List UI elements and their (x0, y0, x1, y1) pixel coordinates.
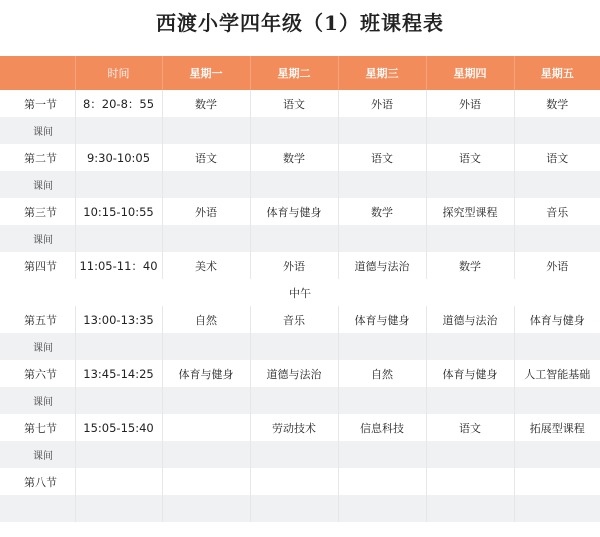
lesson-row (0, 414, 600, 441)
thursday-cell (426, 468, 514, 495)
tuesday-cell: 道德与法治 (250, 360, 338, 387)
header-wednesday: 星期三 (338, 56, 426, 90)
tuesday-cell (250, 387, 338, 414)
header-period (0, 56, 75, 90)
monday-cell (162, 387, 250, 414)
time-cell: 13:45-14:25 (75, 360, 162, 387)
friday-cell (514, 333, 600, 360)
tuesday-cell (250, 171, 338, 198)
tuesday-cell (250, 468, 338, 495)
thursday-cell: 探究型课程 (426, 198, 514, 225)
time-cell (75, 441, 162, 468)
time-cell: 9:30-10:05 (75, 144, 162, 171)
thursday-cell (426, 117, 514, 144)
break-row (0, 117, 600, 144)
wednesday-cell (338, 387, 426, 414)
monday-cell: 自然 (162, 306, 250, 333)
tuesday-cell (250, 495, 338, 522)
time-cell: 15:05-15:40 (75, 414, 162, 441)
thursday-cell (426, 495, 514, 522)
thursday-cell (426, 225, 514, 252)
lesson-row (0, 306, 600, 333)
monday-cell (162, 333, 250, 360)
page-title: 西渡小学四年级（1）班课程表 (156, 11, 444, 35)
break-row (0, 441, 600, 468)
header-tuesday: 星期二 (250, 56, 338, 90)
monday-cell (162, 468, 250, 495)
time-cell: 8：20-8：55 (75, 90, 162, 117)
period-cell: 第一节 (0, 90, 75, 117)
header-row (0, 56, 600, 90)
wednesday-cell (338, 171, 426, 198)
tuesday-cell: 体育与健身 (250, 198, 338, 225)
wednesday-cell (338, 225, 426, 252)
friday-cell: 数学 (514, 90, 600, 117)
tuesday-cell (250, 117, 338, 144)
thursday-cell: 数学 (426, 252, 514, 279)
thursday-cell: 外语 (426, 90, 514, 117)
break-row (0, 495, 600, 522)
period-cell: 第三节 (0, 198, 75, 225)
monday-cell (162, 441, 250, 468)
friday-cell (514, 495, 600, 522)
noon-label: 中午 (0, 279, 600, 306)
friday-cell (514, 441, 600, 468)
monday-cell (162, 117, 250, 144)
lesson-row (0, 468, 600, 495)
break-row (0, 333, 600, 360)
tuesday-cell (250, 441, 338, 468)
tuesday-cell: 语文 (250, 90, 338, 117)
time-cell: 10:15-10:55 (75, 198, 162, 225)
wednesday-cell: 语文 (338, 144, 426, 171)
period-cell: 第七节 (0, 414, 75, 441)
period-cell: 第六节 (0, 360, 75, 387)
wednesday-cell: 数学 (338, 198, 426, 225)
period-cell: 课间 (0, 387, 75, 414)
friday-cell: 人工智能基础 (514, 360, 600, 387)
friday-cell: 语文 (514, 144, 600, 171)
period-cell: 课间 (0, 171, 75, 198)
friday-cell (514, 387, 600, 414)
monday-cell: 美术 (162, 252, 250, 279)
break-row (0, 387, 600, 414)
time-cell (75, 225, 162, 252)
wednesday-cell (338, 495, 426, 522)
monday-cell (162, 495, 250, 522)
tuesday-cell: 劳动技术 (250, 414, 338, 441)
thursday-cell: 体育与健身 (426, 360, 514, 387)
period-cell (0, 495, 75, 522)
thursday-cell (426, 171, 514, 198)
lesson-row (0, 360, 600, 387)
period-cell: 第八节 (0, 468, 75, 495)
wednesday-cell: 体育与健身 (338, 306, 426, 333)
tuesday-cell: 数学 (250, 144, 338, 171)
friday-cell: 音乐 (514, 198, 600, 225)
wednesday-cell (338, 117, 426, 144)
header-time: 时间 (75, 56, 162, 90)
monday-cell: 数学 (162, 90, 250, 117)
time-cell (75, 495, 162, 522)
monday-cell (162, 171, 250, 198)
thursday-cell (426, 441, 514, 468)
header-monday: 星期一 (162, 56, 250, 90)
header-friday: 星期五 (540, 67, 574, 80)
wednesday-cell (338, 468, 426, 495)
time-cell: 11:05-11：40 (75, 252, 162, 279)
period-cell: 课间 (0, 333, 75, 360)
friday-cell (514, 171, 600, 198)
lesson-row (0, 198, 600, 225)
lesson-row (0, 252, 600, 279)
time-cell (75, 387, 162, 414)
friday-cell: 外语 (514, 252, 600, 279)
time-cell (75, 468, 162, 495)
period-cell: 课间 (0, 225, 75, 252)
noon-row (0, 279, 600, 306)
period-cell: 课间 (0, 441, 75, 468)
friday-cell: 拓展型课程 (514, 414, 600, 441)
thursday-cell (426, 333, 514, 360)
period-cell: 课间 (0, 117, 75, 144)
friday-cell: 体育与健身 (514, 306, 600, 333)
time-cell (75, 117, 162, 144)
lesson-row (0, 144, 600, 171)
time-cell (75, 171, 162, 198)
wednesday-cell (338, 441, 426, 468)
wednesday-cell: 信息科技 (338, 414, 426, 441)
time-cell: 13:00-13:35 (75, 306, 162, 333)
thursday-cell: 语文 (426, 144, 514, 171)
thursday-cell: 道德与法治 (426, 306, 514, 333)
header-thursday: 星期四 (426, 56, 514, 90)
friday-cell (514, 468, 600, 495)
wednesday-cell: 外语 (338, 90, 426, 117)
friday-cell (514, 117, 600, 144)
lesson-row (0, 90, 600, 117)
monday-cell: 语文 (162, 144, 250, 171)
break-row (0, 225, 600, 252)
schedule-table (0, 56, 600, 522)
break-row (0, 171, 600, 198)
period-cell: 第五节 (0, 306, 75, 333)
friday-cell (514, 225, 600, 252)
period-cell: 第二节 (0, 144, 75, 171)
tuesday-cell: 外语 (250, 252, 338, 279)
time-cell (75, 333, 162, 360)
thursday-cell (426, 387, 514, 414)
tuesday-cell (250, 333, 338, 360)
tuesday-cell: 音乐 (250, 306, 338, 333)
monday-cell: 体育与健身 (162, 360, 250, 387)
monday-cell: 外语 (162, 198, 250, 225)
tuesday-cell (250, 225, 338, 252)
wednesday-cell: 道德与法治 (338, 252, 426, 279)
monday-cell (162, 414, 250, 441)
monday-cell (162, 225, 250, 252)
wednesday-cell: 自然 (338, 360, 426, 387)
wednesday-cell (338, 333, 426, 360)
thursday-cell: 语文 (426, 414, 514, 441)
period-cell: 第四节 (0, 252, 75, 279)
